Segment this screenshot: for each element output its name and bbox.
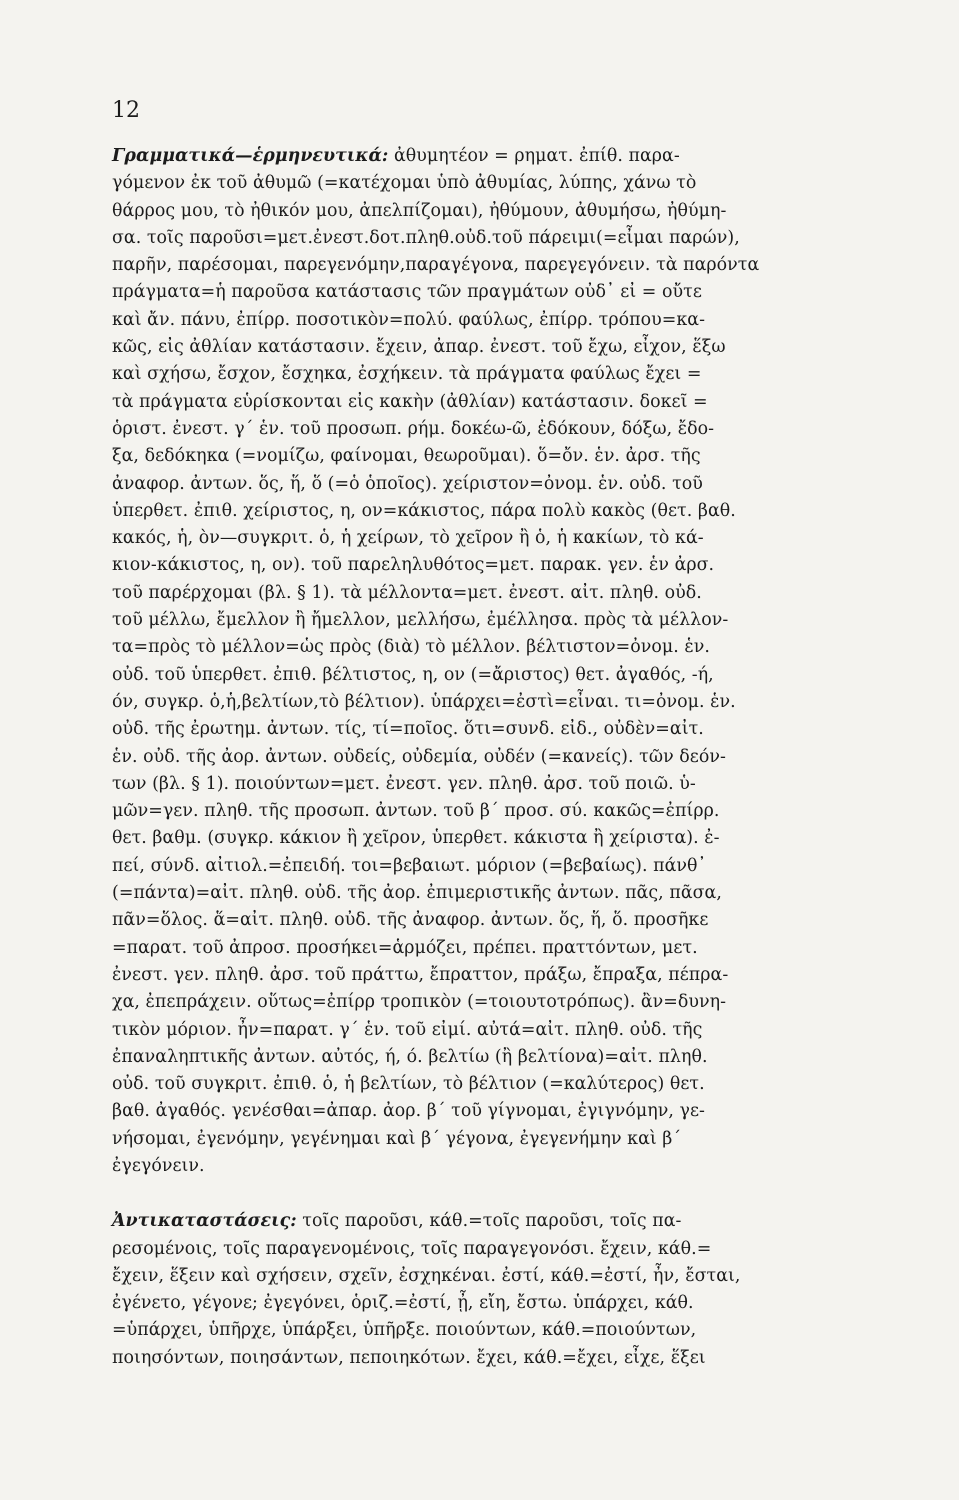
text-line: νήσομαι, ἐγενόμην, γεγένημαι καὶ β΄ γέγονα, ἐγεγενήμην καὶ β΄ [112, 1128, 682, 1149]
text-line: =παρατ. τοῦ ἀπροσ. προσήκει=ἁρμόζει, πρέπει. πραττόντων, μετ. [112, 937, 698, 958]
text-line: τοῖς παροῦσι, κάθ.=τοῖς παροῦσι, τοῖς πα- [296, 1211, 682, 1232]
text-line: ξα, δεδόκηκα (=νομίζω, φαίνομαι, θεωροῦμαι). ὅ=ὄν. ἑν. ἀρσ. τῆς [112, 446, 701, 467]
text-line: τὰ πράγματα εὑρίσκονται εἰς κακὴν (ἀθλίαν) κατάστασιν. δοκεῖ = [112, 391, 708, 412]
text-line: τικὸν μόριον. ἦν=παρατ. γ΄ ἑν. τοῦ εἰμί. αὐτά=αἰτ. πληθ. οὐδ. τῆς [112, 1019, 703, 1040]
text-line: ἀθυμητέον = ρηματ. ἐπίθ. παρα- [388, 146, 680, 166]
page-number: 12 [112, 98, 140, 123]
text-line: =ὑπάρχει, ὑπῆρχε, ὑπάρξει, ὑπῆρξε. ποιούντων, κάθ.=ποιούντων, [112, 1320, 697, 1341]
text-line: κακός, ἡ, ὸν—συγκριτ. ὁ, ἡ χείρων, τὸ χεῖρον ἢ ὁ, ἡ κακίων, τὸ κά- [112, 528, 704, 549]
text-line: οὐδ. τοῦ ὑπερθετ. ἐπιθ. βέλτιστος, η, ον (=ἄριστος) θετ. ἀγαθός, -ή, [112, 664, 714, 685]
text-line: κῶς, εἰς ἀθλίαν κατάστασιν. ἔχειν, ἀπαρ. ἐνεστ. τοῦ ἔχω, εἶχον, ἕξω [112, 337, 726, 358]
text-line: ἀναφορ. ἀντων. ὅς, ἥ, ὅ (=ὁ ὁποῖος). χείριστον=ὀνομ. ἑν. οὐδ. τοῦ [112, 473, 703, 494]
text-line: οὐδ. τοῦ συγκριτ. ἐπιθ. ὁ, ἡ βελτίων, τὸ βέλτιον (=καλύτερος) θετ. [112, 1074, 705, 1095]
text-line: θετ. βαθμ. (συγκρ. κάκιον ἢ χεῖρον, ὑπερθετ. κάκιστα ἢ χείριστα). ἐ- [112, 828, 720, 849]
text-line: ὑπερθετ. ἐπιθ. χείριστος, η, ον=κάκιστος, πάρα πολὺ κακὸς (θετ. βαθ. [112, 500, 736, 521]
text-line: τα=πρὸς τὸ μέλλον=ὡς πρὸς (διὰ) τὸ μέλλον. βέλτιστον=ὀνομ. ἑν. [112, 637, 710, 658]
text-line: ἐγένετο, γέγονε; ἐγεγόνει, ὁριζ.=ἐστί, ᾖ, εἴη, ἔστω. ὑπάρχει, κάθ. [112, 1293, 694, 1314]
text-line: τοῦ μέλλω, ἔμελλον ἢ ἤμελλον, μελλήσω, ἐμέλλησα. πρὸς τὰ μέλλον- [112, 610, 729, 631]
text-line: βαθ. ἀγαθός. γενέσθαι=ἀπαρ. ἀορ. β΄ τοῦ γίγνομαι, ἐγιγνόμην, γε- [112, 1101, 705, 1122]
text-line: όν, συγκρ. ὁ,ἡ,βελτίων,τὸ βέλτιον). ὑπάρχει=ἐστὶ=εἶναι. τι=ὀνομ. ἑν. [112, 691, 736, 712]
substitutions-section [112, 1208, 873, 1372]
text-line: ἐγεγόνειν. [112, 1155, 205, 1176]
text-line: πράγματα=ἡ παροῦσα κατάστασις τῶν πραγμάτων οὐδ᾽ εἰ = οὔτε [112, 282, 702, 303]
section-gap [112, 1180, 873, 1208]
text-line: ἔχειν, ἕξειν καὶ σχήσειν, σχεῖν, ἐσχηκέναι. ἐστί, κάθ.=ἐστί, ἦν, ἔσται, [112, 1265, 741, 1286]
text-line: κιον-κάκιστος, η, ον). τοῦ παρεληλυθότος=μετ. παρακ. γεν. ἑν ἀρσ. [112, 555, 715, 576]
text-line: πᾶν=ὅλος. ἅ=αἰτ. πληθ. οὐδ. τῆς ἀναφορ. ἀντων. ὅς, ἥ, ὅ. προσῆκε [112, 910, 709, 931]
text-line: σα. τοῖς παροῦσι=μετ.ἐνεστ.δοτ.πληθ.οὐδ.τοῦ πάρειμι(=εἶμαι παρών), [112, 227, 740, 248]
text-line: (=πάντα)=αἰτ. πληθ. οὐδ. τῆς ἀορ. ἐπιμεριστικῆς ἀντων. πᾶς, πᾶσα, [112, 883, 722, 904]
text-line: μῶν=γεν. πληθ. τῆς προσωπ. ἀντων. τοῦ β΄ προσ. σύ. κακῶς=ἐπίρρ. [112, 801, 720, 822]
text-line: ποιησόντων, ποιησάντων, πεποιηκότων. ἔχει, κάθ.=ἔχει, εἶχε, ἕξει [112, 1347, 706, 1368]
text-line: πεί, σύνδ. αἰτιολ.=ἐπειδή. τοι=βεβαιωτ. μόριον (=βεβαίως). πάνθ᾽ [112, 855, 707, 876]
text-line: ἐπαναληπτικῆς ἀντων. αὐτός, ή, ό. βελτίω (ἢ βελτίονα)=αἰτ. πληθ. [112, 1046, 708, 1067]
text-line: καὶ σχήσω, ἔσχον, ἔσχηκα, ἐσχήκειν. τὰ πράγματα φαύλως ἔχει = [112, 364, 702, 385]
text-line: ἐνεστ. γεν. πληθ. ἀρσ. τοῦ πράττω, ἔπραττον, πράξω, ἔπραξα, πέπρα- [112, 964, 729, 985]
text-line: καὶ ἄν. πάνυ, ἐπίρρ. ποσοτικὸν=πολύ. φαύλως, ἐπίρρ. τρόπου=κα- [112, 309, 706, 330]
text-line: παρῆν, παρέσομαι, παρεγενόμην,παραγέγονα, παρεγεγόνειν. τὰ παρόντα [112, 255, 760, 276]
text-line: των (βλ. § 1). ποιούντων=μετ. ἐνεστ. γεν. πληθ. ἀρσ. τοῦ ποιῶ. ὑ- [112, 773, 696, 794]
grammar-section [112, 143, 873, 1180]
text-line: χα, ἐπεπράχειν. οὕτως=ἐπίρρ τροπικὸν (=τοιουτοτρόπως). ἂν=δυνη- [112, 992, 727, 1013]
text-line: ρεσομένοις, τοῖς παραγενομένοις, τοῖς παραγεγονόσι. ἔχειν, κάθ.= [112, 1238, 712, 1259]
text-line: ὁριστ. ἐνεστ. γ΄ ἑν. τοῦ προσωπ. ρήμ. δοκέω-ῶ, ἐδόκουν, δόξω, ἔδο- [112, 418, 715, 439]
text-line: ἑν. οὐδ. τῆς ἀορ. ἀντων. οὐδείς, οὐδεμία, οὐδέν (=κανείς). τῶν δεόν- [112, 746, 726, 767]
text-line: τοῦ παρέρχομαι (βλ. § 1). τὰ μέλλοντα=μετ. ἐνεστ. αἰτ. πληθ. οὐδ. [112, 582, 702, 603]
section-heading-grammar: Γραμματικά—ἑρμηνευτικά: [112, 146, 389, 166]
text-line: οὐδ. τῆς ἐρωτημ. ἀντων. τίς, τί=ποῖος. ὅτι=συνδ. εἰδ., οὐδὲν=αἰτ. [112, 719, 704, 740]
text-line: θάρρος μου, τὸ ἠθικόν μου, ἀπελπίζομαι), ἠθύμουν, ἀθυμήσω, ἠθύμη- [112, 200, 727, 221]
section-heading-substitutions: Ἀντικαταστάσεις: [112, 1211, 297, 1232]
text-line: γόμενον ἐκ τοῦ ἀθυμῶ (=κατέχομαι ὑπὸ ἀθυμίας, λύπης, χάνω τὸ [112, 173, 697, 194]
